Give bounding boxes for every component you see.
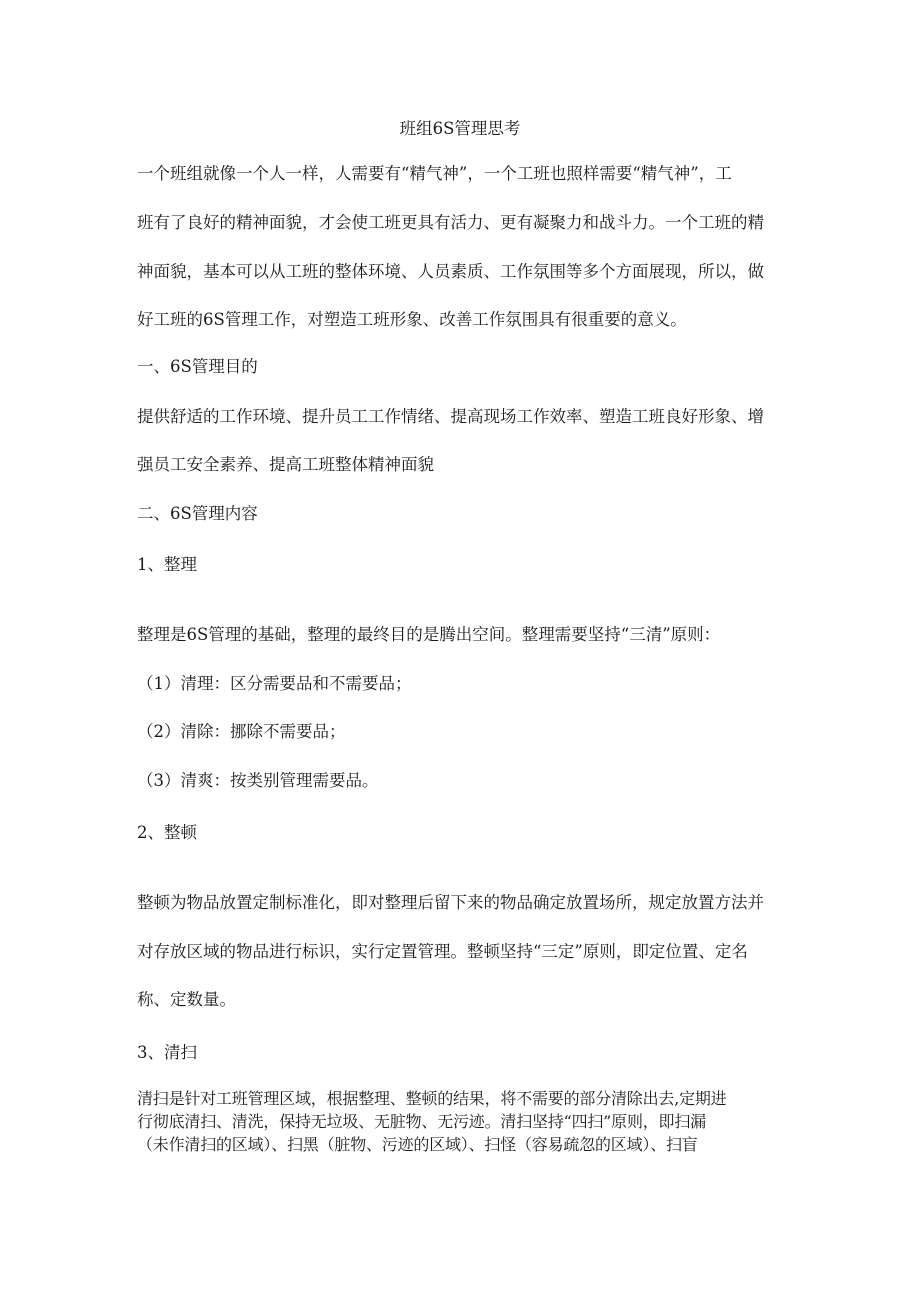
intro-line-2: 班有了良好的精神面貌，才会使工班更具有活力、更有凝聚力和战斗力。一个工班的精 — [137, 213, 764, 232]
section-1-line-1: 提供舒适的工作环境、提升员工工作情绪、提高现场工作效率、塑造工班良好形象、增 — [137, 407, 764, 426]
item-1-point-3: （3）清爽：按类别管理需要品。 — [137, 771, 379, 790]
intro-line-4: 好工班的6S管理工作，对塑造工班形象、改善工作氛围具有很重要的意义。 — [137, 310, 687, 329]
item-1-body: 整理是6S管理的基础，整理的最终目的是腾出空间。整理需要坚持“三清”原则： — [137, 625, 721, 644]
intro-line-1: 一个班组就像一个人一样，人需要有“精气神”，一个工班也照样需要“精气神”，工 — [137, 164, 732, 183]
section-1-line-2: 强员工安全素养、提高工班整体精神面貌 — [137, 455, 434, 474]
document-title: 班组6S管理思考 — [399, 119, 521, 138]
section-2-heading: 二、6S管理内容 — [137, 504, 258, 523]
item-3-line-3: （未作清扫的区域）、扫黑（脏物、污迹的区域）、扫怪（容易疏忽的区域）、扫盲 — [137, 1135, 698, 1154]
item-2-line-1: 整顿为物品放置定制标准化，即对整理后留下来的物品确定放置场所，规定放置方法并 — [137, 893, 764, 912]
item-2-line-3: 称、定数量。 — [137, 990, 236, 1009]
item-3-line-2: 行彻底清扫、清洗，保持无垃圾、无脏物、无污迹。清扫坚持“四扫”原则，即扫漏 — [137, 1112, 706, 1131]
item-2-heading: 2、整顿 — [137, 823, 197, 842]
item-1-heading: 1、整理 — [137, 555, 197, 574]
item-3-line-1: 清扫是针对工班管理区域，根据整理、整顿的结果，将不需要的部分清除出去,定期进 — [137, 1089, 727, 1108]
item-1-point-1: （1）清理：区分需要品和不需要品； — [137, 674, 412, 693]
item-2-line-2: 对存放区域的物品进行标识，实行定置管理。整顿坚持“三定”原则，即定位置、定名 — [137, 942, 748, 961]
item-3-heading: 3、清扫 — [137, 1043, 197, 1062]
intro-line-3: 神面貌，基本可以从工班的整体环境、人员素质、工作氛围等多个方面展现，所以，做 — [137, 262, 764, 281]
item-1-point-2: （2）清除：挪除不需要品； — [137, 722, 346, 741]
section-1-heading: 一、6S管理目的 — [137, 357, 258, 376]
